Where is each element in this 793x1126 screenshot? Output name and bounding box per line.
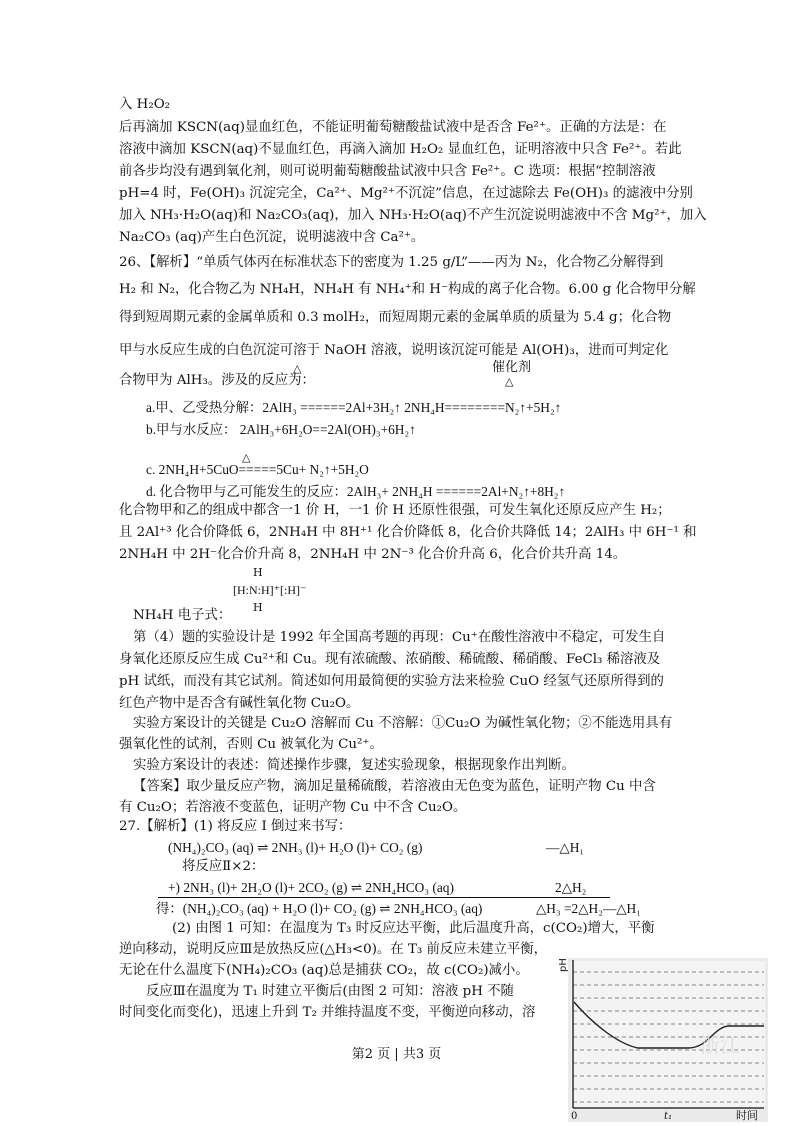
text-line: H₂ 和 N₂，化合物乙为 NH₄H，NH₄H 有 NH₄⁺和 H⁻构成的离子化合物。6.00 g 化合物甲分解: [119, 282, 696, 297]
answer-line: 有 Cu₂O；若溶液不变蓝色，证明产物 Cu 中不含 Cu₂O。: [119, 800, 467, 815]
enthalpy: 2△H₂: [555, 880, 587, 895]
text-line: 26、【解析】“单质气体丙在标准状态下的密度为 1.25 g/L”——丙为 N₂，化合物乙分解得到: [119, 255, 664, 270]
text-line: 后再滴加 KSCN(aq)显血红色，不能证明葡萄糖酸盐试液中是否含 Fe²⁺。正确的方法是：在: [119, 120, 667, 135]
text-line: (2) 由图 1 可知：在温度为 T₃ 时反应达平衡，此后温度升高，c(CO₂)增大，平衡: [172, 921, 655, 936]
enthalpy: —△H₁: [546, 840, 585, 855]
text-line: 化合物甲和乙的组成中都含一1 价 H，一1 价 H 还原性很强，可发生氧化还原反应产生 H₂；: [119, 503, 671, 518]
heat-mark: △: [242, 451, 251, 464]
text-line: 溶液中滴加 KSCN(aq)不显血红色，再滴入滴加 H₂O₂ 显血红色，证明溶液中只含 Fe²⁺。若此: [119, 142, 682, 157]
equation: (NH₄)₂CO₃ (aq) ⇌ 2NH₃ (l)+ H₂O (l)+ CO₂ (g): [168, 840, 423, 855]
y-axis-label: pH: [558, 958, 569, 972]
enthalpy: △H₃ =2△H₂—△H₁: [536, 901, 641, 916]
origin-label: 0: [571, 1111, 578, 1122]
text-line: 入 H₂O₂: [119, 97, 171, 112]
electron-h-bottom: H: [253, 601, 263, 614]
catalyst-label: 催化剂: [492, 360, 532, 375]
ph-time-figure: [558, 958, 768, 1122]
equation: +) 2NH₃ (l)+ 2H₂O (l)+ 2CO₂ (g) ⇌ 2NH₄HCO₃ (aq): [168, 880, 454, 895]
equation: b.甲与水反应： 2AlH₃+6H₂O==2Al(OH)₃+6H₂↑: [146, 422, 416, 437]
text-line: Na₂CO₃ (aq)产生白色沉淀，说明滤液中含 Ca²⁺。: [119, 230, 425, 245]
electron-formula: [H:N:H]⁺[:H]⁻: [233, 583, 307, 597]
text-line: 得到短周期元素的金属单质和 0.3 molH₂，而短周期元素的金属单质的质量为 5.4 g；化合物: [119, 310, 672, 325]
text-line: 合物甲为 AlH₃。涉及的反应为：: [119, 373, 315, 388]
section-heading: 27.【解析】(1) 将反应 I 倒过来书写：: [119, 819, 352, 834]
text-line: pH 试纸，而没有其它试剂。简述如何用最简便的实验方法来检验 CuO 经氢气还原所得到的: [119, 674, 664, 689]
text-line: 且 2Al⁺³ 化合价降低 6，2NH₄H 中 8H⁺¹ 化合价降低 8，化合价共降低 14；2AlH₃ 中 6H⁻¹ 和: [119, 525, 697, 540]
answer-line: 【答案】取少量反应产物，滴加足量稀硫酸，若溶液由无色变为蓝色，证明产物 Cu 中含: [133, 779, 656, 794]
equation: 得：(NH₄)₂CO₃ (aq) + H₂O (l)+ CO₂ (g) ⇌ 2NH₄HCO₃ (aq): [156, 901, 483, 916]
electron-h-top: H: [253, 566, 263, 579]
ph-chart: [558, 958, 768, 1122]
text-line: 反应Ⅲ在温度为 T₁ 时建立平衡后(由图 2 可知：溶液 pH 不随: [146, 984, 514, 999]
page-footer: 第2 页 | 共3 页: [351, 1047, 442, 1062]
text-line: 第（4）题的实验设计是 1992 年全国高考题的再现：Cu⁺在酸性溶液中不稳定，可发生自: [133, 630, 666, 645]
heat-mark: △: [505, 375, 514, 388]
text-line: 前各步均没有遇到氧化剂，则可说明葡萄糖酸盐试液中只含 Fe²⁺。C 选项：根据“控制溶液: [119, 164, 656, 179]
text-line: 甲与水反应生成的白色沉淀可溶于 NaOH 溶液，说明该沉淀可能是 Al(OH)₃，进而可判定化: [119, 343, 669, 358]
text-line: 将反应Ⅱ×2：: [182, 859, 265, 874]
x-axis-label: 时间: [736, 1109, 758, 1122]
text-line: 实验方案设计的表述：简述操作步骤，复述实验现象，根据现象作出判断。: [133, 758, 575, 773]
equation: a.甲、乙受热分解：2AlH₃ ======2Al+3H₂↑ 2NH₄H========N₂↑+5H₂↑: [146, 400, 562, 415]
text-line: 无论在什么温度下(NH₄)₂CO₃ (aq)总是捕获 CO₂，故 c(CO₂)减小。: [119, 963, 529, 978]
t1-label: t₁: [664, 1111, 673, 1122]
text-line: NH₄H 电子式：: [133, 608, 232, 623]
text-line: 2NH₄H 中 2H⁻化合价升高 8，2NH₄H 中 2N⁻³ 化合价升高 6，化合价共升高 14。: [119, 547, 627, 562]
text-line: 逆向移动，说明反应Ⅲ是放热反应(△H₃<0)。在 T₃ 前反应未建立平衡，: [119, 942, 548, 957]
equation: c. 2NH₄H+5CuO=====5Cu+ N₂↑+5H₂O: [146, 462, 369, 477]
heat-mark: △: [293, 362, 302, 375]
text-line: 时间变化而变化)，迅速上升到 T₂ 并维持温度不变，平衡逆向移动，溶: [119, 1005, 536, 1020]
equation: d. 化合物甲与乙可能发生的反应：2AlH₃+ 2NH₄H ======2Al+N₂↑+8H₂↑: [146, 484, 566, 499]
text-line: 加入 NH₃·H₂O(aq)和 Na₂CO₃(aq)，加入 NH₃·H₂O(aq)不产生沉淀说明滤液中不含 Mg²⁺，加入: [119, 208, 707, 223]
text-line: 强氧化性的试剂，否则 Cu 被氧化为 Cu²⁺。: [119, 737, 383, 752]
text-line: pH=4 时，Fe(OH)₃ 沉淀完全，Ca²⁺、Mg²⁺不沉淀”信息，在过滤除去 Fe(OH)₃ 的滤液中分别: [119, 186, 693, 201]
text-line: 红色产物中是否含有碱性氧化物 Cu₂O。: [119, 696, 360, 711]
sum-rule: [158, 897, 610, 898]
watermark: 浙江: [700, 1033, 740, 1057]
text-line: 身氧化还原反应生成 Cu²⁺和 Cu。现有浓硫酸、浓硝酸、稀硫酸、稀硝酸、FeCl₃ 稀溶液及: [119, 652, 661, 667]
text-line: 实验方案设计的关键是 Cu₂O 溶解而 Cu 不溶解：①Cu₂O 为碱性氧化物；②不能选用具有: [133, 716, 673, 731]
